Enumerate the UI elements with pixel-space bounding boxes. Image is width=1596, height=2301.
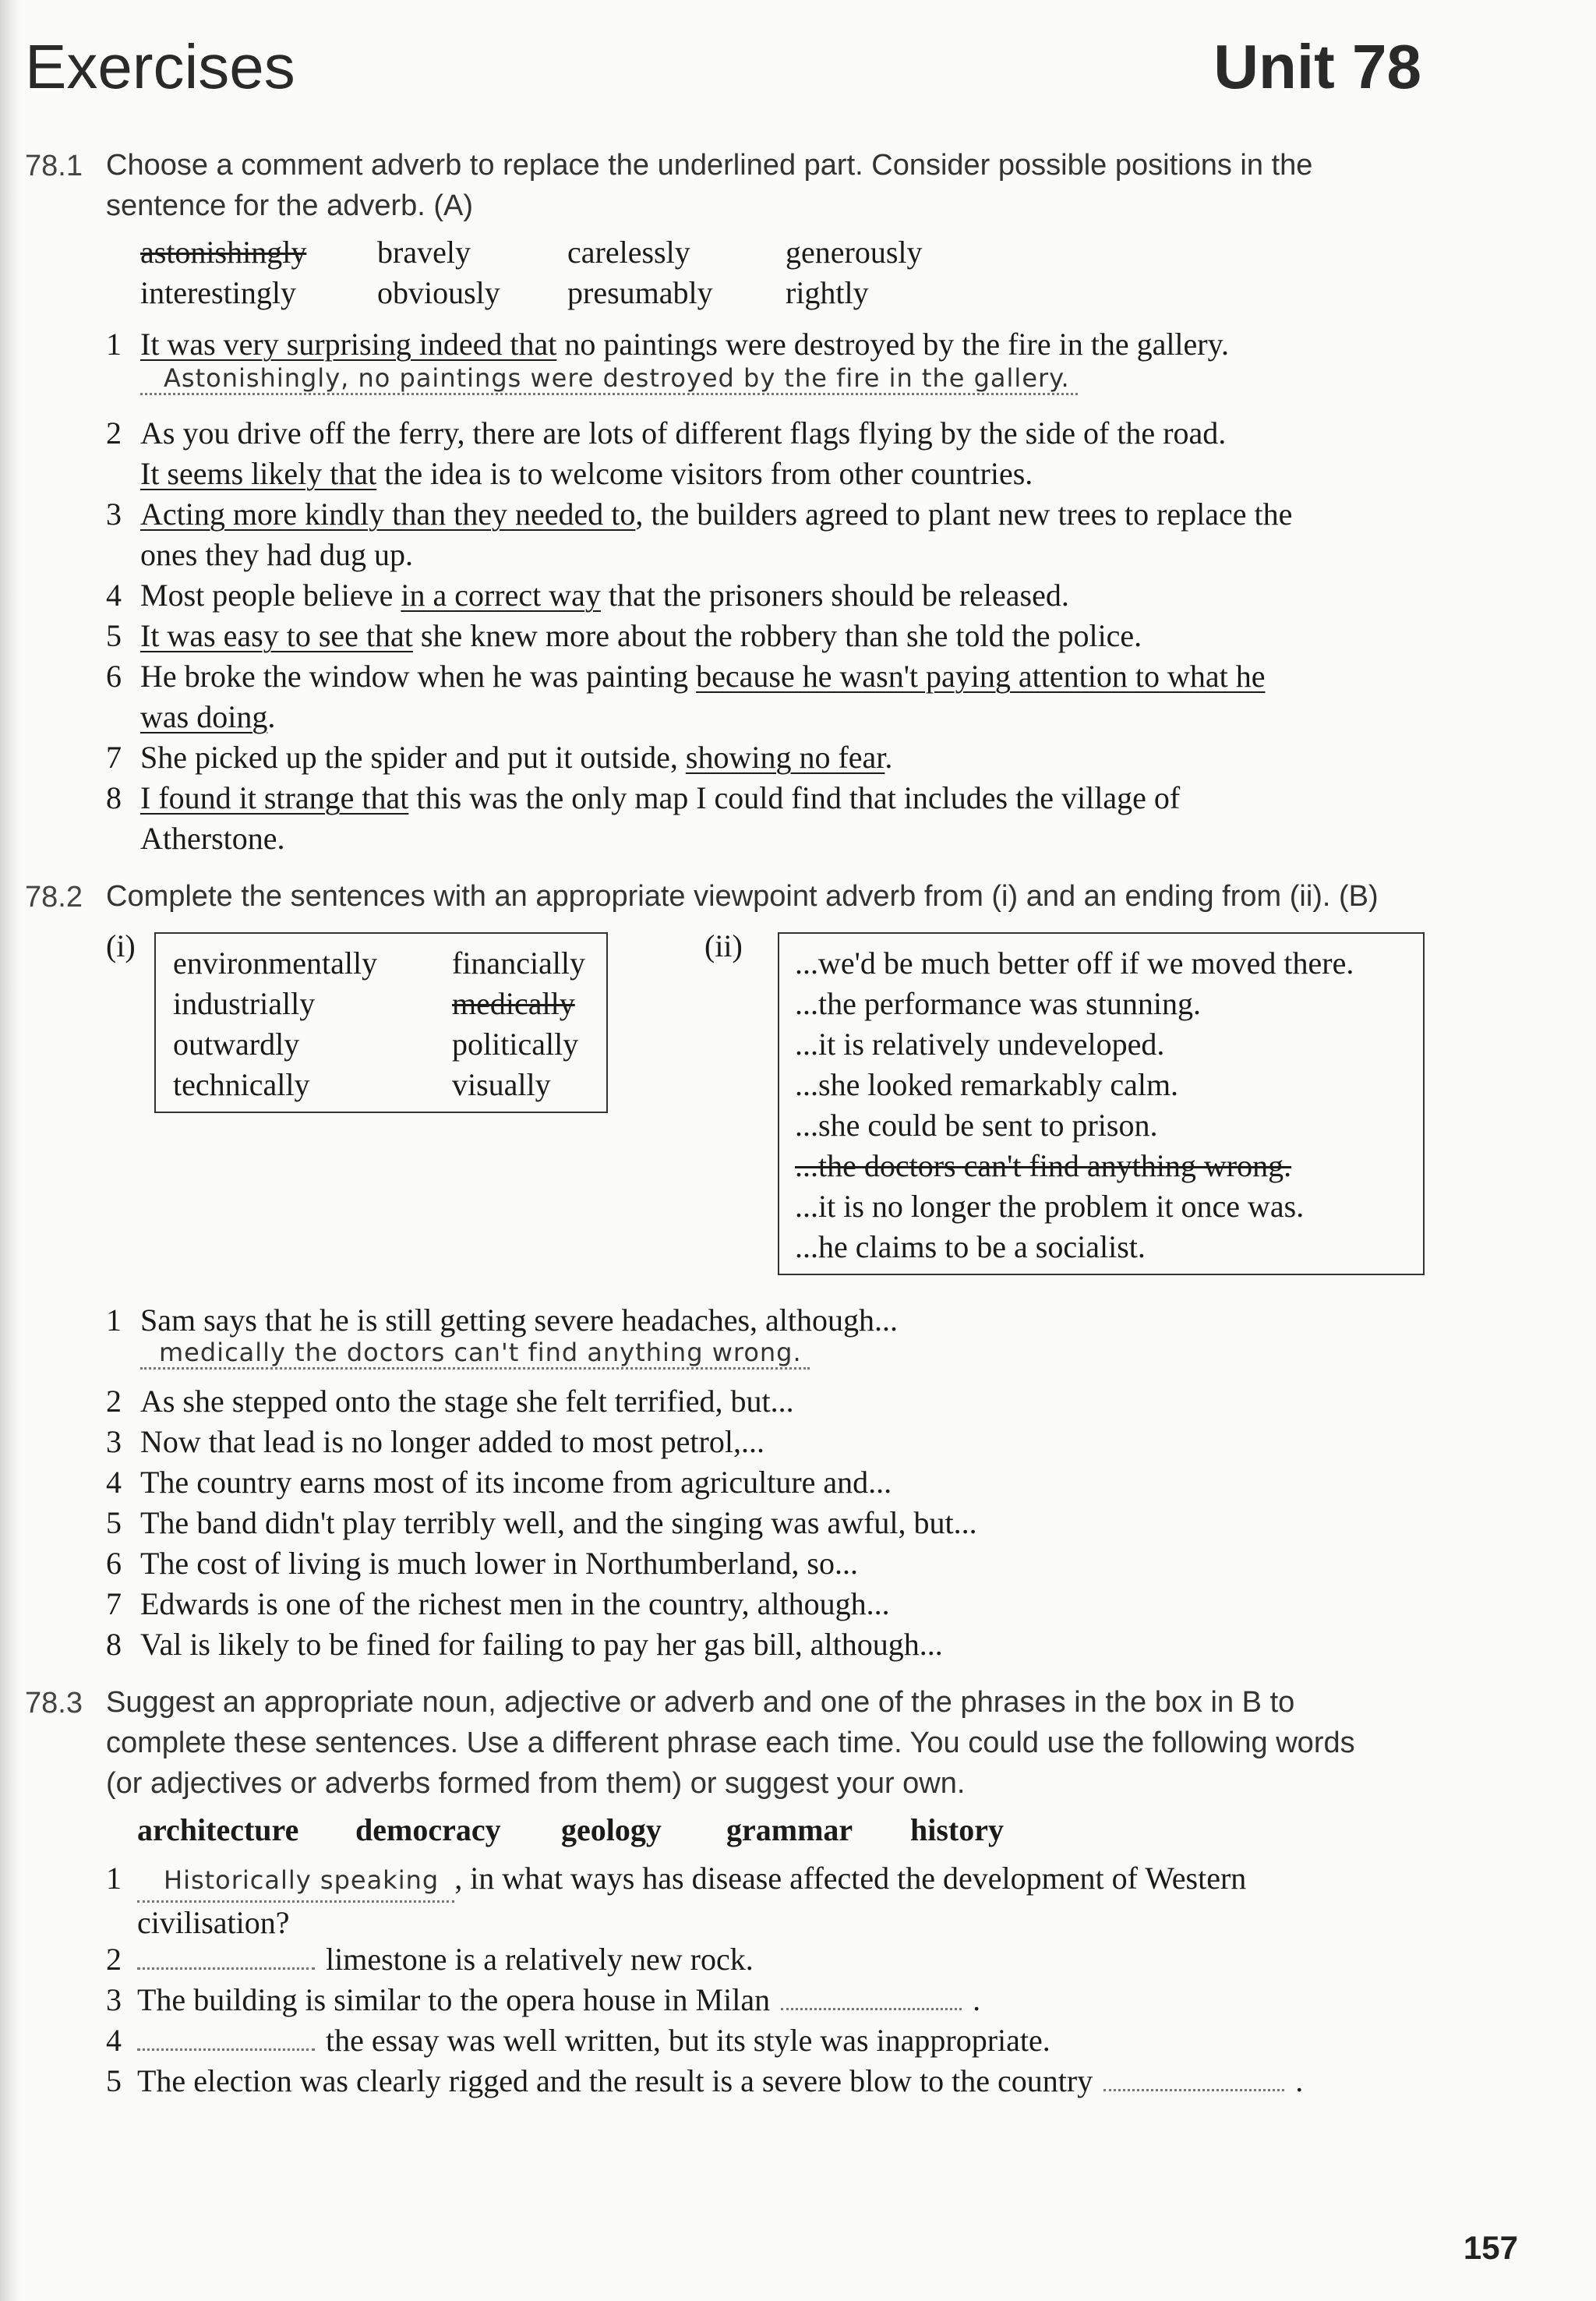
list-item: 3 The building is similar to the opera house in Milan . [106, 1982, 981, 2017]
instruction-line: sentence for the adverb. (A) [106, 189, 474, 222]
list-item: 3 Acting more kindly than they needed to, the builders agreed to plant new trees to replace the ones they had dug up. [106, 497, 1293, 572]
list-item: 5 The election was clearly rigged and the result is a severe blow to the country . [106, 2063, 1304, 2098]
word-option: history [910, 1812, 1004, 1847]
list-item: 7 She picked up the spider and put it outside, showing no fear. [106, 740, 893, 775]
exercise-number: 78.1 [25, 150, 83, 182]
ending-item: ...the doctors can't find anything wrong. [795, 1148, 1292, 1183]
answer-blank[interactable] [1103, 2084, 1284, 2091]
exercise-instruction: Complete the sentences with an appropriate viewpoint adverb from (i) and an ending from (ii). (B) [106, 880, 1379, 913]
list-item: 2 limestone is a relatively new rock. [106, 1942, 754, 1977]
exercise-instruction [106, 145, 1312, 226]
box-word: technically [173, 1067, 310, 1102]
box-word: politically [452, 1027, 579, 1062]
list-item: 8 I found it strange that this was the only map I could find that includes the village of Atherstone. [106, 780, 1181, 856]
unit-label: Unit 78 [1213, 32, 1421, 101]
word-option: bravely [377, 235, 471, 270]
list-item: 1 Historically speaking , in what ways has disease affected the development of Western civilisation? [106, 1861, 1247, 1940]
word-option: carelessly [567, 235, 690, 270]
answer-line [140, 1338, 810, 1370]
list-item: 1 It was very surprising indeed that no paintings were destroyed by the fire in the gallery. [106, 327, 1230, 362]
box-word: financially [452, 945, 586, 981]
list-item: 2 As she stepped onto the stage she felt terrified, but... [106, 1384, 794, 1419]
example-answer: Historically speaking [137, 1860, 454, 1903]
exercise-number: 78.3 [25, 1687, 83, 1720]
word-option: grammar [726, 1812, 853, 1847]
box-word: medically [452, 986, 575, 1021]
example-answer: Astonishingly, no paintings were destroyed by the fire in the gallery. [140, 363, 1078, 395]
list-item: 4 the essay was well written, but its style was inappropriate. [106, 2023, 1050, 2058]
list-item: 6 He broke the window when he was painting because he wasn't paying attention to what he was doing. [106, 659, 1266, 734]
word-option: rightly [786, 275, 869, 310]
word-option: obviously [377, 275, 500, 310]
list-item: 7 Edwards is one of the richest men in the country, although... [106, 1586, 890, 1621]
ending-item: ...it is relatively undeveloped. [795, 1027, 1165, 1062]
answer-line [140, 363, 1078, 395]
instruction-line: Choose a comment adverb to replace the underlined part. Consider possible positions in the [106, 149, 1313, 182]
ending-item: ...the performance was stunning. [795, 986, 1201, 1021]
list-item: 5 It was easy to see that she knew more about the robbery than she told the police. [106, 618, 1142, 653]
box-word: visually [452, 1067, 551, 1102]
word-option: democracy [355, 1812, 501, 1847]
list-item: 1 Sam says that he is still getting severe headaches, although... [106, 1302, 898, 1338]
list-item: 6 The cost of living is much lower in Northumberland, so... [106, 1546, 858, 1581]
instruction-line: (or adjectives or adverbs formed from them) or suggest your own. [106, 1767, 966, 1800]
page-title: Exercises [25, 32, 295, 101]
ending-item: ...she looked remarkably calm. [795, 1067, 1179, 1102]
box-word: outwardly [173, 1027, 300, 1062]
word-option: geology [561, 1812, 662, 1847]
adverb-box [154, 932, 608, 1113]
example-answer: medically the doctors can't find anything wrong. [140, 1338, 810, 1370]
word-option: astonishingly [140, 235, 307, 270]
word-option: presumably [567, 275, 713, 310]
ending-item: ...he claims to be a socialist. [795, 1229, 1146, 1264]
word-option: generously [786, 235, 923, 270]
list-item: 2 As you drive off the ferry, there are lots of different flags flying by the side of the road. It seems likely that the idea is to welcome visitors from other countries. [106, 415, 1227, 491]
ending-item: ...she could be sent to prison. [795, 1108, 1158, 1143]
ending-item: ...it is no longer the problem it once was. [795, 1189, 1305, 1224]
box-label-i: (i) [106, 928, 136, 963]
list-item: 4 The country earns most of its income from agriculture and... [106, 1465, 892, 1500]
ending-item: ...we'd be much better off if we moved there. [795, 945, 1354, 981]
exercise-instruction [106, 1682, 1355, 1804]
endings-box [778, 932, 1425, 1275]
answer-blank[interactable] [137, 1963, 315, 1970]
answer-blank[interactable] [781, 2003, 962, 2010]
list-item: 3 Now that lead is no longer added to most petrol,... [106, 1424, 764, 1459]
answer-blank[interactable] [137, 2044, 315, 2051]
page-binding-shadow [0, 0, 20, 2301]
instruction-line: Suggest an appropriate noun, adjective or adverb and one of the phrases in the box in B to [106, 1686, 1295, 1719]
word-option: architecture [137, 1812, 299, 1847]
box-word: industrially [173, 986, 316, 1021]
word-option: interestingly [140, 275, 296, 310]
list-item: 4 Most people believe in a correct way that the prisoners should be released. [106, 578, 1069, 613]
exercise-number: 78.2 [25, 881, 83, 914]
list-item: 8 Val is likely to be fined for failing to pay her gas bill, although... [106, 1627, 943, 1662]
page-number: 157 [1463, 2229, 1518, 2266]
instruction-line: complete these sentences. Use a different phrase each time. You could use the following words [106, 1727, 1355, 1759]
box-label-ii: (ii) [704, 928, 743, 963]
box-word: environmentally [173, 945, 378, 981]
list-item: 5 The band didn't play terribly well, and the singing was awful, but... [106, 1505, 977, 1540]
